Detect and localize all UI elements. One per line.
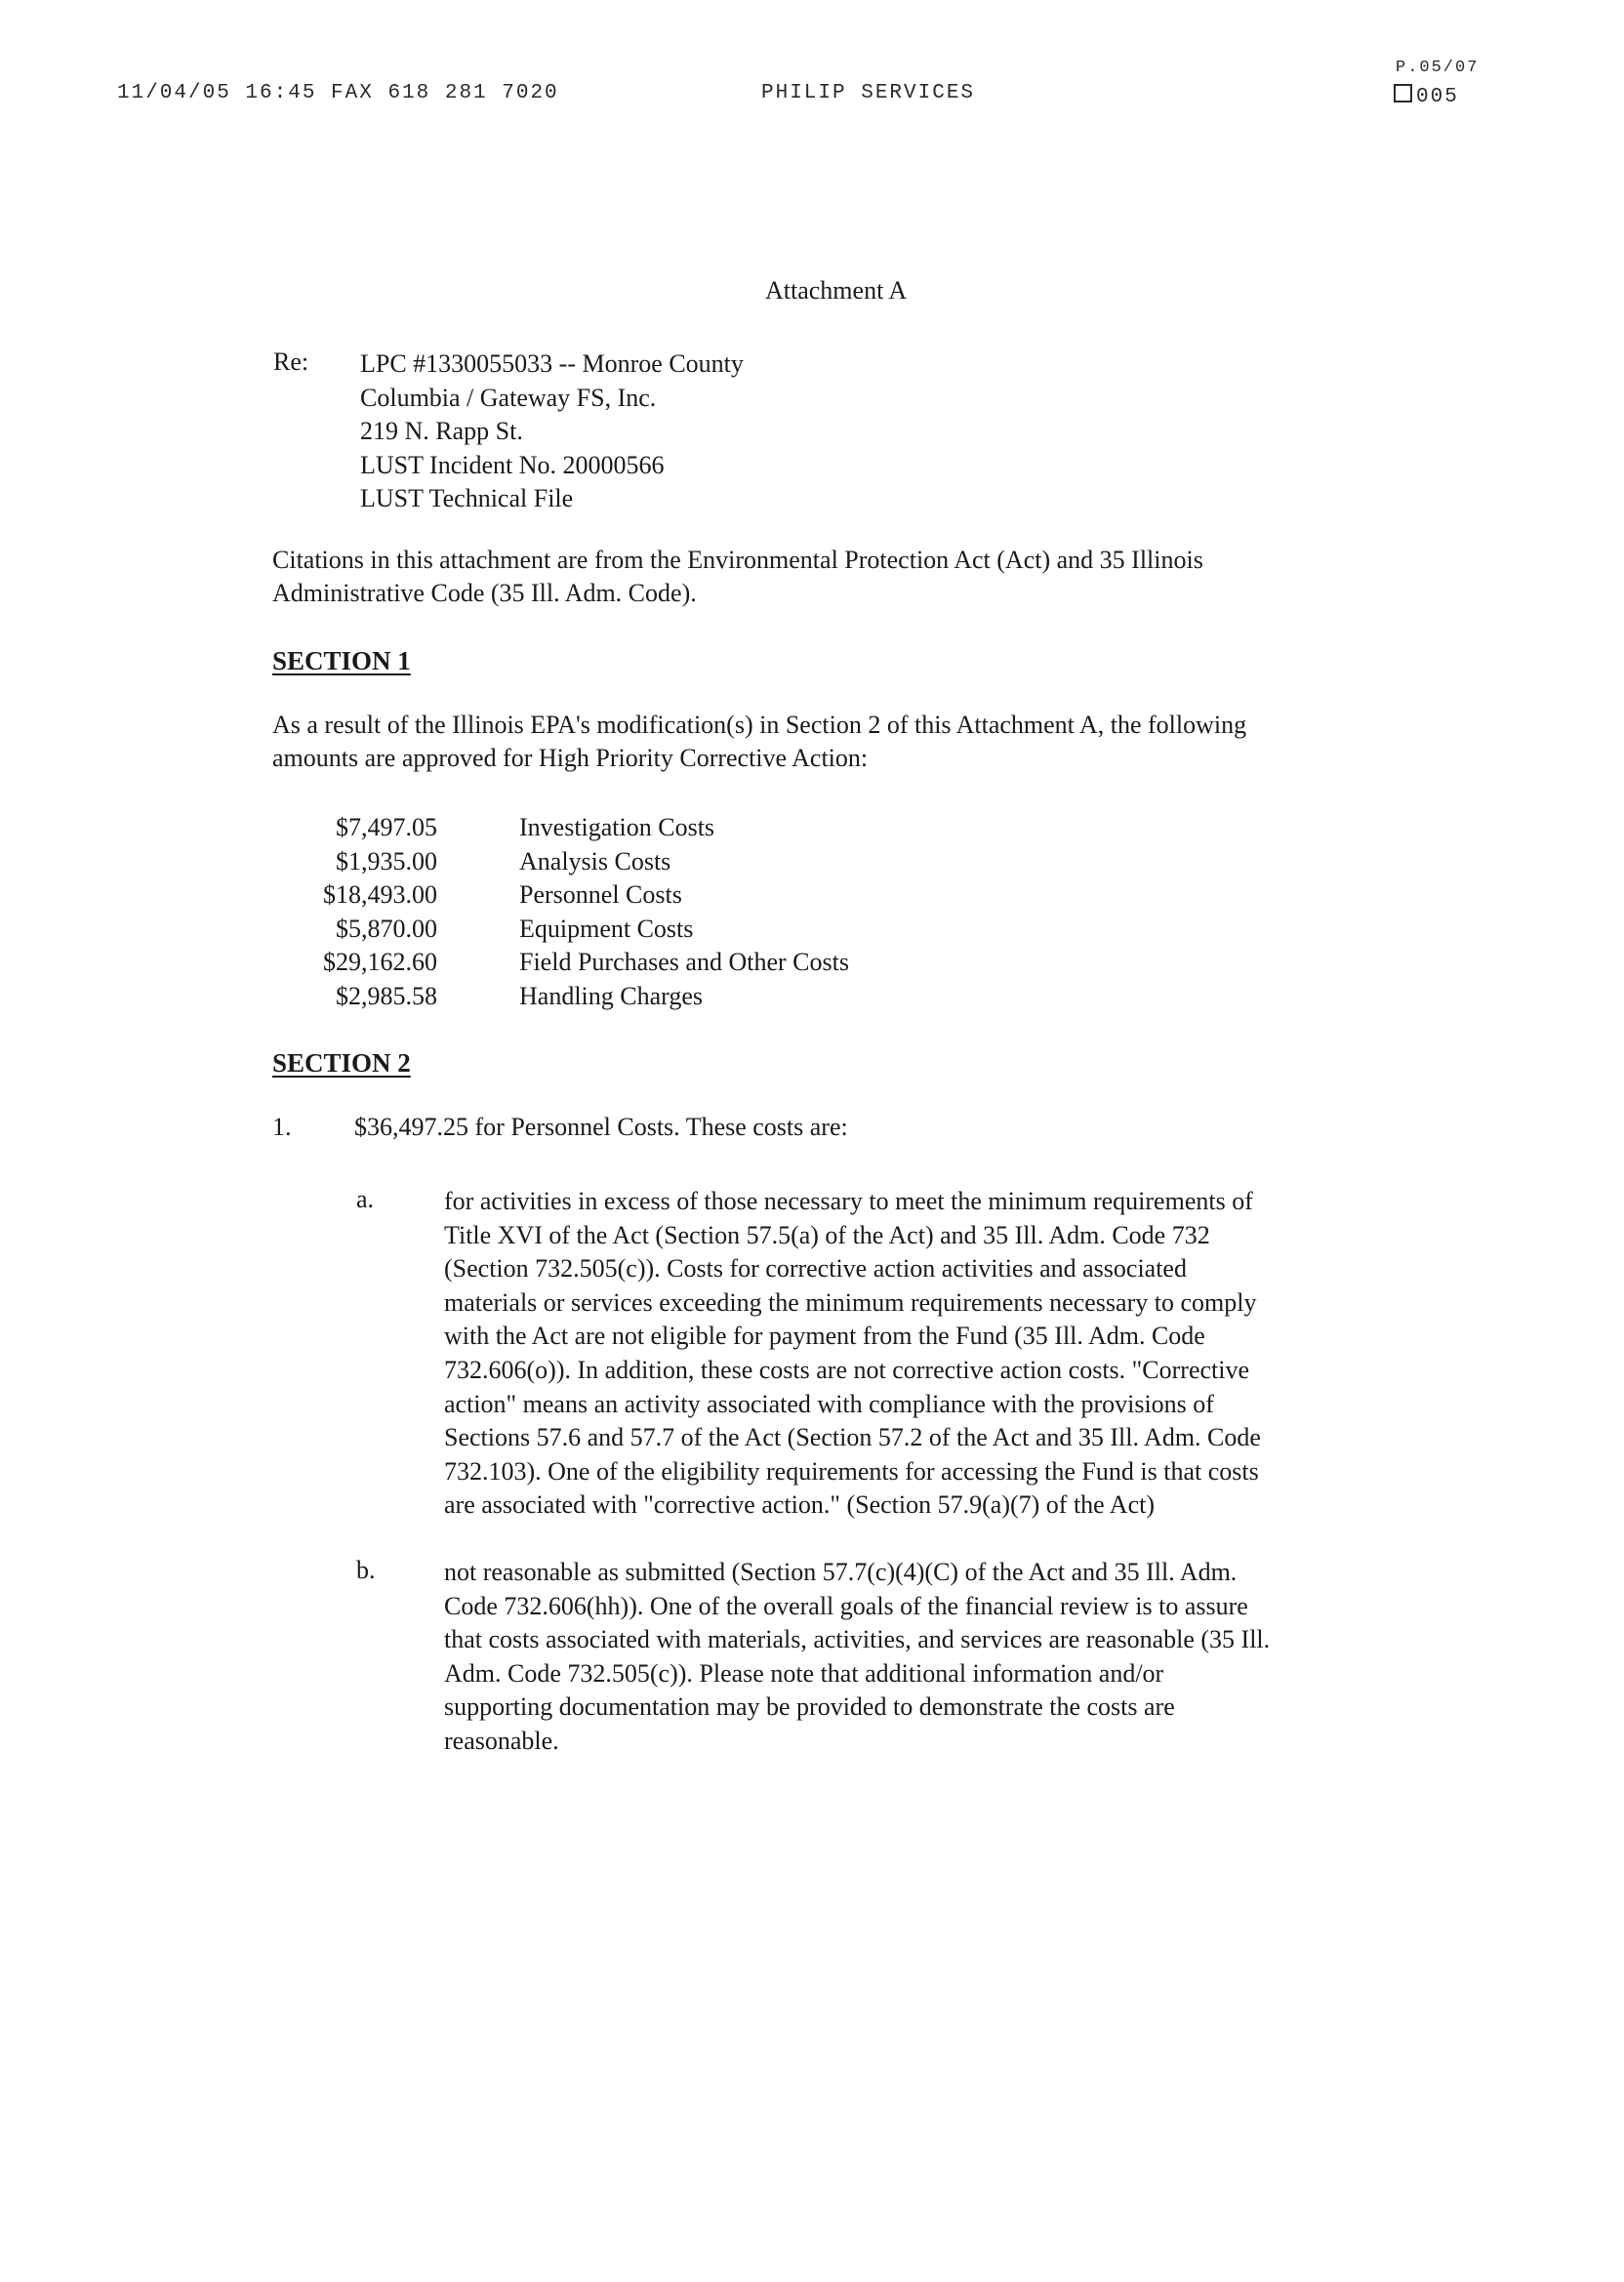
sub-item-label-a: a. xyxy=(356,1185,375,1213)
item-number: 1. xyxy=(272,1113,292,1141)
cost-label: Handling Charges xyxy=(519,981,703,1010)
cost-row xyxy=(273,982,849,1016)
text-line: Administrative Code (35 Ill. Adm. Code). xyxy=(272,579,697,607)
cost-row xyxy=(273,915,849,949)
text-line: are associated with "corrective action." (Section 57.9(a)(7) of the Act) xyxy=(444,1490,1155,1520)
cost-label: Personnel Costs xyxy=(519,880,682,909)
cost-label: Field Purchases and Other Costs xyxy=(519,948,849,976)
sub-item-label-b: b. xyxy=(356,1556,376,1584)
text-line: supporting documentation may be provided to demonstrate the costs are xyxy=(444,1692,1175,1722)
fax-header-page: P.05/07 xyxy=(1396,59,1480,77)
text-line: that costs associated with materials, activities, and services are reasonable (35 Ill. xyxy=(444,1625,1271,1654)
cost-label: Investigation Costs xyxy=(519,813,715,841)
cost-row xyxy=(273,948,849,982)
fax-header-right xyxy=(1394,84,1459,108)
text-line: 732.606(o)). In addition, these costs are not corrective action costs. "Corrective xyxy=(444,1355,1250,1384)
text-line: 732.103). One of the eligibility requirements for accessing the Fund is that costs xyxy=(444,1456,1259,1486)
intro-paragraph xyxy=(272,544,1395,610)
text-line: with the Act are not eligible for payment from the Fund (35 Ill. Adm. Code xyxy=(444,1322,1205,1351)
cost-amount: $2,985.58 xyxy=(336,981,437,1010)
re-line: 219 N. Rapp St. xyxy=(360,417,523,445)
re-label: Re: xyxy=(273,347,309,376)
cost-row xyxy=(273,813,849,847)
cost-label: Analysis Costs xyxy=(519,846,671,876)
text-line: Title XVI of the Act (Section 57.5(a) of the Act) and 35 Ill. Adm. Code 732 xyxy=(444,1220,1210,1249)
re-line: LPC #1330055033 -- Monroe County xyxy=(360,349,744,378)
cost-amount: $18,493.00 xyxy=(323,880,437,909)
text-line: Code 732.606(hh)). One of the overall goals of the financial review is to assure xyxy=(444,1591,1248,1620)
re-line: LUST Technical File xyxy=(360,484,574,512)
cost-amount: $1,935.00 xyxy=(336,846,437,876)
re-line: LUST Incident No. 20000566 xyxy=(360,450,665,479)
re-line: Columbia / Gateway FS, Inc. xyxy=(360,383,657,412)
section1-paragraph xyxy=(272,709,1414,775)
page-title: Attachment A xyxy=(765,276,908,305)
cost-amount: $5,870.00 xyxy=(336,914,437,943)
text-line: As a result of the Illinois EPA's modification(s) in Section 2 of this Attachment A, the following xyxy=(272,711,1247,739)
text-line: Citations in this attachment are from the Environmental Protection Act (Act) and 35 Illinois xyxy=(272,546,1203,574)
item-text: $36,497.25 for Personnel Costs. These costs are: xyxy=(354,1113,848,1141)
cost-row xyxy=(273,880,849,915)
re-block xyxy=(360,347,744,516)
text-line: for activities in excess of those necessary to meet the minimum requirements of xyxy=(444,1187,1253,1215)
fax-page-number: 005 xyxy=(1416,86,1459,108)
text-line: Adm. Code 732.505(c)). Please note that additional information and/or xyxy=(444,1658,1164,1688)
section1-heading: SECTION 1 xyxy=(272,646,411,675)
text-line: action" means an activity associated with compliance with the provisions of xyxy=(444,1389,1214,1418)
text-line: not reasonable as submitted (Section 57.7(c)(4)(C) of the Act and 35 Ill. Adm. xyxy=(444,1558,1238,1586)
text-line: reasonable. xyxy=(444,1726,559,1755)
cost-amount: $7,497.05 xyxy=(336,813,437,841)
text-line: Sections 57.6 and 57.7 of the Act (Section 57.2 of the Act and 35 Ill. Adm. Code xyxy=(444,1423,1261,1452)
text-line: materials or services exceeding the minimum requirements necessary to comply xyxy=(444,1287,1257,1317)
cost-amount: $29,162.60 xyxy=(323,948,437,976)
cost-row xyxy=(273,847,849,881)
text-line: amounts are approved for High Priority Corrective Action: xyxy=(272,744,869,772)
fax-box-icon xyxy=(1394,84,1412,102)
cost-label: Equipment Costs xyxy=(519,914,694,943)
cost-table xyxy=(273,813,849,1015)
fax-header-left: 11/04/05 16:45 FAX 618 281 7020 xyxy=(117,82,559,104)
sub-item-text-b xyxy=(444,1556,1420,1759)
sub-item-text-a xyxy=(444,1185,1420,1523)
text-line: (Section 732.505(c)). Costs for corrective action activities and associated xyxy=(444,1254,1187,1284)
fax-header-center: PHILIP SERVICES xyxy=(761,82,976,104)
section2-heading: SECTION 2 xyxy=(272,1048,411,1078)
